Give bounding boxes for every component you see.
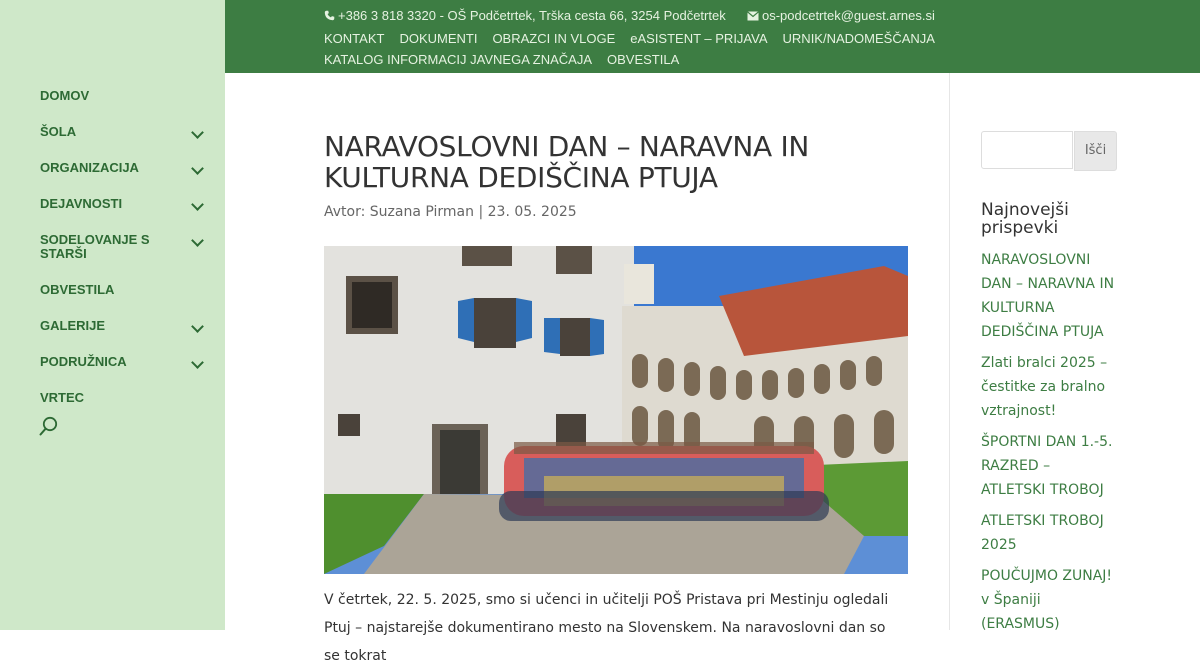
search-button[interactable]: Išči: [1074, 131, 1117, 171]
chevron-down-icon[interactable]: [191, 234, 204, 247]
sidebar-item-label: OBVESTILA: [40, 282, 115, 297]
sidebar-item-label: GALERIJE: [40, 318, 106, 333]
list-item: [981, 248, 1116, 344]
search-input[interactable]: [981, 131, 1073, 169]
meta-separator: |: [478, 204, 484, 220]
sidebar-item-galerije[interactable]: [40, 316, 210, 336]
recent-post-link[interactable]: Zlati bralci 2025 – čestitke za bralno vztrajnost!: [981, 355, 1108, 419]
chevron-down-icon[interactable]: [191, 126, 204, 139]
sidebar-item-label: ORGANIZACIJA: [40, 160, 139, 175]
sidebar-divider: [949, 73, 950, 630]
chevron-down-icon[interactable]: [191, 356, 204, 369]
contact-info: [324, 8, 935, 24]
sidebar-item-organizacija[interactable]: [40, 158, 210, 178]
toplink-easistent[interactable]: eASISTENT – PRIJAVA: [630, 31, 768, 46]
sidebar-item-label: DEJAVNOSTI: [40, 196, 123, 211]
author-link[interactable]: Suzana Pirman: [369, 204, 474, 220]
top-bar: [225, 0, 1200, 73]
post-title: NARAVOSLOVNI DAN – NARAVNA IN KULTURNA DEDIŠČINA PTUJA: [324, 130, 810, 194]
chevron-down-icon[interactable]: [191, 162, 204, 175]
recent-posts-list: [981, 248, 1116, 643]
chevron-down-icon[interactable]: [191, 198, 204, 211]
toplink-obvestila[interactable]: OBVESTILA: [607, 52, 680, 67]
sidebar-item-label: PODRUŽNICA: [40, 354, 127, 369]
sidebar-item-label: ŠOLA: [40, 124, 77, 139]
recent-post-link[interactable]: ŠPORTNI DAN 1.-5. RAZRED – ATLETSKI TROBOJ: [981, 434, 1113, 498]
featured-image[interactable]: [324, 246, 908, 574]
sidebar-item-vrtec[interactable]: [40, 388, 210, 408]
list-item: [981, 564, 1116, 636]
phone-address-text: +386 3 818 3320 - OŠ Podčetrtek, Trška cesta 66, 3254 Podčetrtek: [338, 8, 726, 23]
envelope-icon: [747, 9, 759, 24]
toplink-katalog[interactable]: KATALOG INFORMACIJ JAVNEGA ZNAČAJA: [324, 52, 592, 67]
sidebar-item-sola[interactable]: [40, 122, 210, 142]
sidebar-item-sodelovanje[interactable]: [40, 230, 210, 264]
left-sidebar: [0, 0, 225, 630]
phone-icon: [324, 9, 335, 24]
search-form: [981, 131, 1117, 171]
sidebar-item-label: VRTEC: [40, 390, 85, 405]
list-item: [981, 509, 1116, 557]
post-meta: [324, 204, 577, 220]
recent-post-link[interactable]: POUČUJMO ZUNAJ! v Španiji (ERASMUS): [981, 568, 1113, 632]
toplink-kontakt[interactable]: KONTAKT: [324, 31, 385, 46]
post-body: V četrtek, 22. 5. 2025, smo si učenci in učitelji POŠ Pristava pri Mestinju ogledali Ptuj – najstarejše dokumentirano mesto na Slovenskem. Na naravoslovni dan so se tokrat: [324, 592, 889, 664]
email-link[interactable]: os-podcetrtek@guest.arnes.si: [761, 8, 935, 23]
top-links: [324, 28, 964, 70]
recent-post-link[interactable]: NARAVOSLOVNI DAN – NARAVNA IN KULTURNA DEDIŠČINA PTUJA: [981, 252, 1115, 340]
recent-posts-title: Najnovejši prispevki: [981, 200, 1069, 238]
list-item: [981, 351, 1116, 423]
sidebar-item-podruznica[interactable]: [40, 352, 210, 372]
main-nav: [40, 86, 210, 424]
main-content: [225, 73, 950, 664]
post-date: 23. 05. 2025: [487, 204, 577, 220]
search-icon[interactable]: [39, 416, 59, 438]
sidebar-item-obvestila[interactable]: [40, 280, 210, 300]
sidebar-item-label: SODELOVANJE S STARŠI: [40, 232, 150, 261]
sidebar-item-dejavnosti[interactable]: [40, 194, 210, 214]
toplink-urnik[interactable]: URNIK/NADOMEŠČANJA: [782, 31, 935, 46]
toplink-dokumenti[interactable]: DOKUMENTI: [399, 31, 478, 46]
toplink-obrazci[interactable]: OBRAZCI IN VLOGE: [492, 31, 616, 46]
recent-post-link[interactable]: ATLETSKI TROBOJ 2025: [981, 513, 1104, 553]
sidebar-item-domov[interactable]: [40, 86, 210, 106]
list-item: [981, 430, 1116, 502]
sidebar-item-label: DOMOV: [40, 88, 90, 103]
chevron-down-icon[interactable]: [191, 320, 204, 333]
meta-author-prefix: Avtor:: [324, 204, 366, 220]
